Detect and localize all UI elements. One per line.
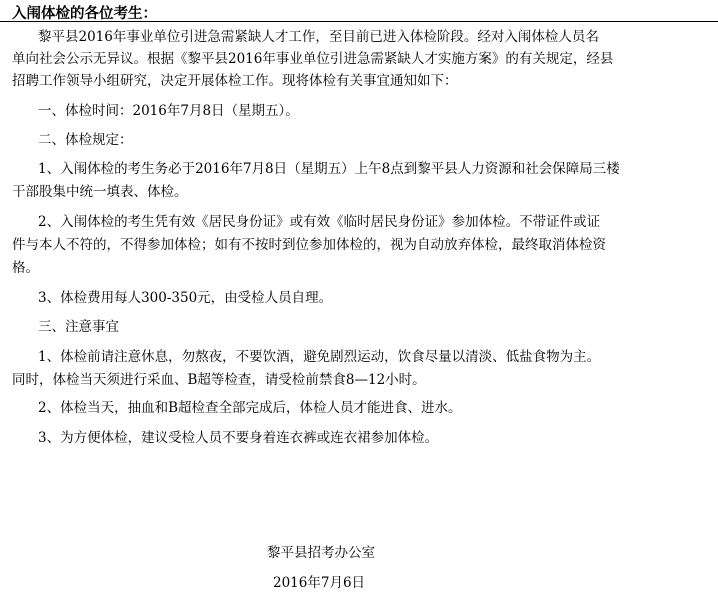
note-1-line-2: 同时，体检当天须进行采血、B超等检查，请受检前禁食8—12小时。 xyxy=(12,372,426,388)
note-2: 2、体检当天，抽血和B超检查全部完成后，体检人员才能进食、进水。 xyxy=(38,400,462,416)
intro-line-2: 单向社会公示无异议。根据《黎平县2016年事业单位引进急需紧缺人才实施方案》的有关规定，经县 xyxy=(12,51,614,67)
rule-2-line-1: 2、入闱体检的考生凭有效《居民身份证》或有效《临时居民身份证》参加体检。不带证件或证 xyxy=(38,214,601,230)
notice-heading: 入闱体检的各位考生： xyxy=(12,5,157,22)
heading-divider xyxy=(0,21,718,22)
note-1-line-1: 1、体检前请注意休息，勿熬夜，不要饮酒，避免剧烈运动，饮食尽量以清淡、低盐食物为主。 xyxy=(38,349,601,365)
rule-1-line-1: 1、入闱体检的考生务必于2016年7月8日（星期五）上午8点到黎平县人力资源和社会保障局三楼 xyxy=(38,161,620,177)
rule-1-line-2: 干部股集中统一填表、体检。 xyxy=(12,184,188,200)
intro-line-1: 黎平县2016年事业单位引进急需紧缺人才工作，至目前已进入体检阶段。经对入闱体检人员名 xyxy=(38,29,599,45)
signature-date: 2016年7月6日 xyxy=(273,575,366,591)
signature-office: 黎平县招考办公室 xyxy=(267,545,375,561)
section-exam-time: 一、体检时间：2016年7月8日（星期五）。 xyxy=(38,103,299,119)
intro-line-3: 招聘工作领导小组研究，决定开展体检工作。现将体检有关事宜通知如下： xyxy=(12,73,458,89)
section-rules-title: 二、体检规定： xyxy=(38,132,133,148)
rule-2-line-3: 格。 xyxy=(12,260,39,276)
rule-2-line-2: 件与本人不符的，不得参加体检；如有不按时到位参加体检的，视为自动放弃体检，最终取消体检资 xyxy=(12,237,606,253)
section-notes-title: 三、注意事宜 xyxy=(38,319,119,335)
note-3: 3、为方便体检，建议受检人员不要身着连衣裤或连衣裙参加体检。 xyxy=(38,430,439,446)
rule-3: 3、体检费用每人300-350元，由受检人员自理。 xyxy=(38,290,333,306)
